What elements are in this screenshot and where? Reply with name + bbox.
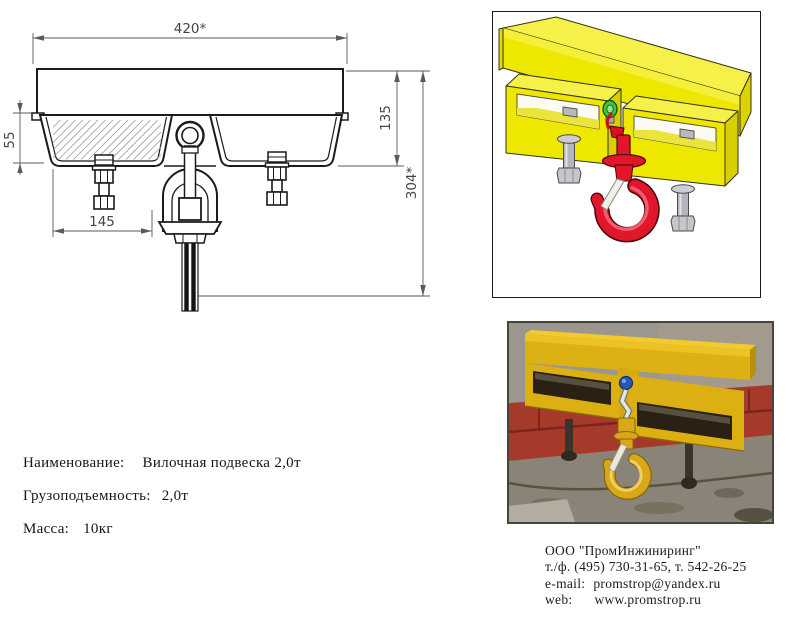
render-3d: [493, 12, 760, 297]
company-name: ООО "ПромИнжиниринг": [545, 543, 701, 558]
dim-overall-height: 304*: [404, 166, 420, 200]
product-photo-frame: [507, 321, 774, 524]
spec-capacity-value: 2,0т: [161, 488, 189, 504]
spec-name-label: Наименование:: [23, 455, 125, 471]
mount-bolt-right: [266, 152, 289, 205]
company-web-line: [545, 592, 747, 608]
photo-pin-blue: [620, 377, 633, 390]
mount-bolt-left: [93, 155, 116, 209]
spec-mass: [23, 521, 301, 554]
shackle-housing: [159, 146, 221, 243]
bolt-right-3d: [671, 185, 695, 231]
company-email-line: [545, 576, 747, 592]
email-label: e-mail:: [545, 575, 586, 591]
dim-pocket-bottom-width: 145: [89, 214, 115, 230]
company-info: [545, 543, 747, 608]
product-photo: [509, 323, 772, 522]
spec-name-value: Вилочная подвеска 2,0т: [142, 455, 301, 471]
spec-name: [23, 455, 301, 488]
dim-pocket-height: 135: [378, 105, 394, 131]
crossbeam: [32, 69, 348, 120]
eye-stem: [185, 146, 196, 202]
web-value: www.promstrop.ru: [594, 591, 702, 607]
spec-capacity-label: Грузоподъемность:: [23, 488, 151, 504]
spec-mass-value: 10кг: [83, 521, 113, 537]
render-3d-frame: [492, 11, 761, 298]
company-phone: т./ф. (495) 730-31-65, т. 542-26-25: [545, 559, 747, 575]
bolt-head-left-3d: [563, 107, 577, 117]
swivel-block: [179, 198, 201, 220]
web-label: web:: [545, 591, 573, 607]
dim-fork-depth: 55: [2, 131, 18, 149]
technical-drawing: [0, 0, 470, 330]
spec-capacity: [23, 488, 301, 521]
dim-overall-width: 420*: [173, 21, 207, 37]
lifting-eye: [177, 122, 204, 149]
safety-latch-3d: [601, 179, 624, 210]
threaded-rod: [182, 243, 198, 311]
email-value: promstrop@yandex.ru: [593, 575, 721, 591]
bolt-head-right-3d: [680, 129, 694, 139]
fork-pocket-right-3d: [623, 96, 738, 186]
spec-mass-label: Масса:: [23, 521, 70, 537]
product-specs: [23, 455, 301, 554]
